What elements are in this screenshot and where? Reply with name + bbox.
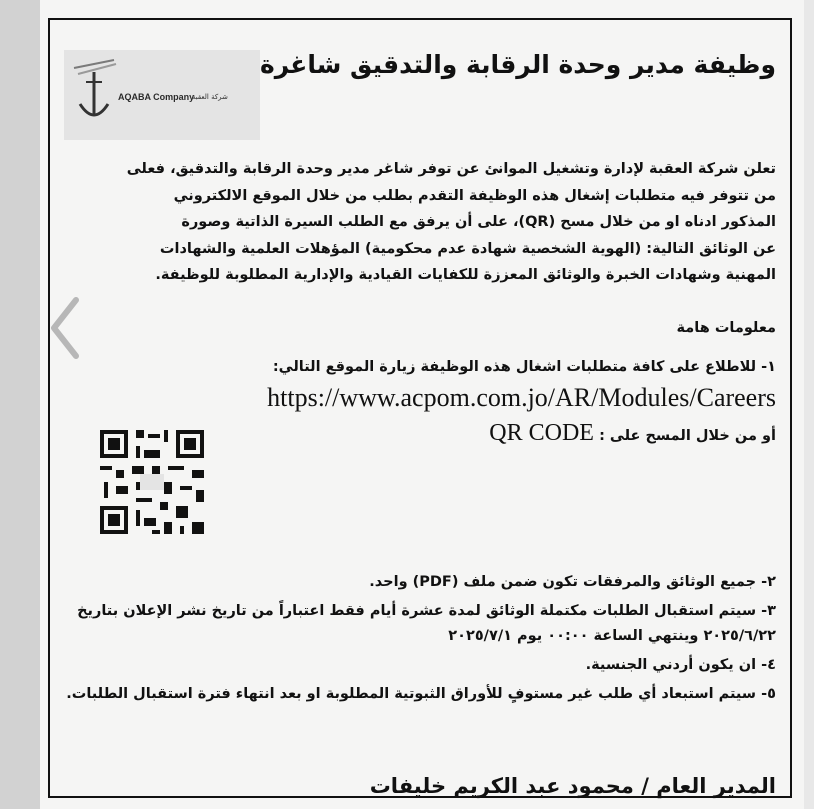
logo-text-en: AQABA Company bbox=[118, 92, 195, 102]
qr-instruction bbox=[489, 420, 776, 447]
right-margin-strip bbox=[804, 0, 814, 809]
careers-url-link[interactable]: https://www.acpom.com.jo/AR/Modules/Careers bbox=[267, 383, 776, 412]
ad-frame bbox=[48, 18, 792, 798]
list-item: ٤- ان يكون أردني الجنسية. bbox=[585, 657, 776, 673]
qr-instruction-en: QR CODE bbox=[489, 420, 594, 446]
requirements-list bbox=[36, 570, 776, 711]
previous-arrow-icon[interactable] bbox=[48, 296, 82, 360]
newspaper-ad bbox=[40, 0, 804, 809]
list-item: ٥- سيتم استبعاد أي طلب غير مستوفٍ للأوراق الثبوتية المطلوبة او بعد انتهاء فترة استقبال الطلبات. bbox=[66, 686, 776, 702]
company-logo bbox=[64, 50, 260, 140]
intro-line: المهنية وشهادات الخبرة والوثائق المعززة للكفايات القيادية والإدارية المطلوبة للوظيفة. bbox=[155, 267, 776, 283]
qr-instruction-ar: أو من خلال المسح على : bbox=[599, 428, 776, 444]
qr-code-icon[interactable] bbox=[96, 426, 208, 538]
intro-line: عن الوثائق التالية: (الهوية الشخصية شهادة عدم محكومية) المؤهلات العلمية والشهادات bbox=[159, 240, 776, 257]
intro-line: المذكور ادناه او من خلال مسح (QR)، على أن يرفق مع الطلب السيرة الذاتية وصورة bbox=[181, 214, 776, 230]
anchor-icon bbox=[70, 58, 118, 128]
item-1: ١- للاطلاع على كافة متطلبات اشغال هذه الوظيفة زيارة الموقع التالي: bbox=[272, 359, 776, 375]
list-item: ٣- سيتم استقبال الطلبات مكتملة الوثائق لمدة عشرة أيام فقط اعتباراً من تاريخ نشر الإعلان بتاريخ ٢٠٢٥/٦/٢٢ وينتهي الساعة ٠٠:٠٠ يوم ٢٠٢٥/٧/١ bbox=[77, 603, 776, 644]
important-info-heading: معلومات هامة bbox=[676, 320, 776, 336]
intro-line: من تتوفر فيه متطلبات إشغال هذه الوظيفة التقدم بطلب من خلال الموقع الالكتروني bbox=[173, 187, 776, 204]
ad-title: وظيفة مدير وحدة الرقابة والتدقيق شاغرة bbox=[259, 50, 776, 79]
intro-line: تعلن شركة العقبة لإدارة وتشغيل الموانئ عن توفر شاغر مدير وحدة الرقابة والتدقيق، فعلى bbox=[126, 161, 776, 177]
intro-paragraph bbox=[36, 156, 776, 289]
signature: المدير العام / محمود عبد الكريم خليفات bbox=[369, 774, 776, 798]
left-margin-strip bbox=[0, 0, 40, 809]
logo-text-ar: شركة العقبة bbox=[192, 93, 228, 101]
list-item: ٢- جميع الوثائق والمرفقات تكون ضمن ملف (PDF) واحد. bbox=[369, 574, 776, 590]
